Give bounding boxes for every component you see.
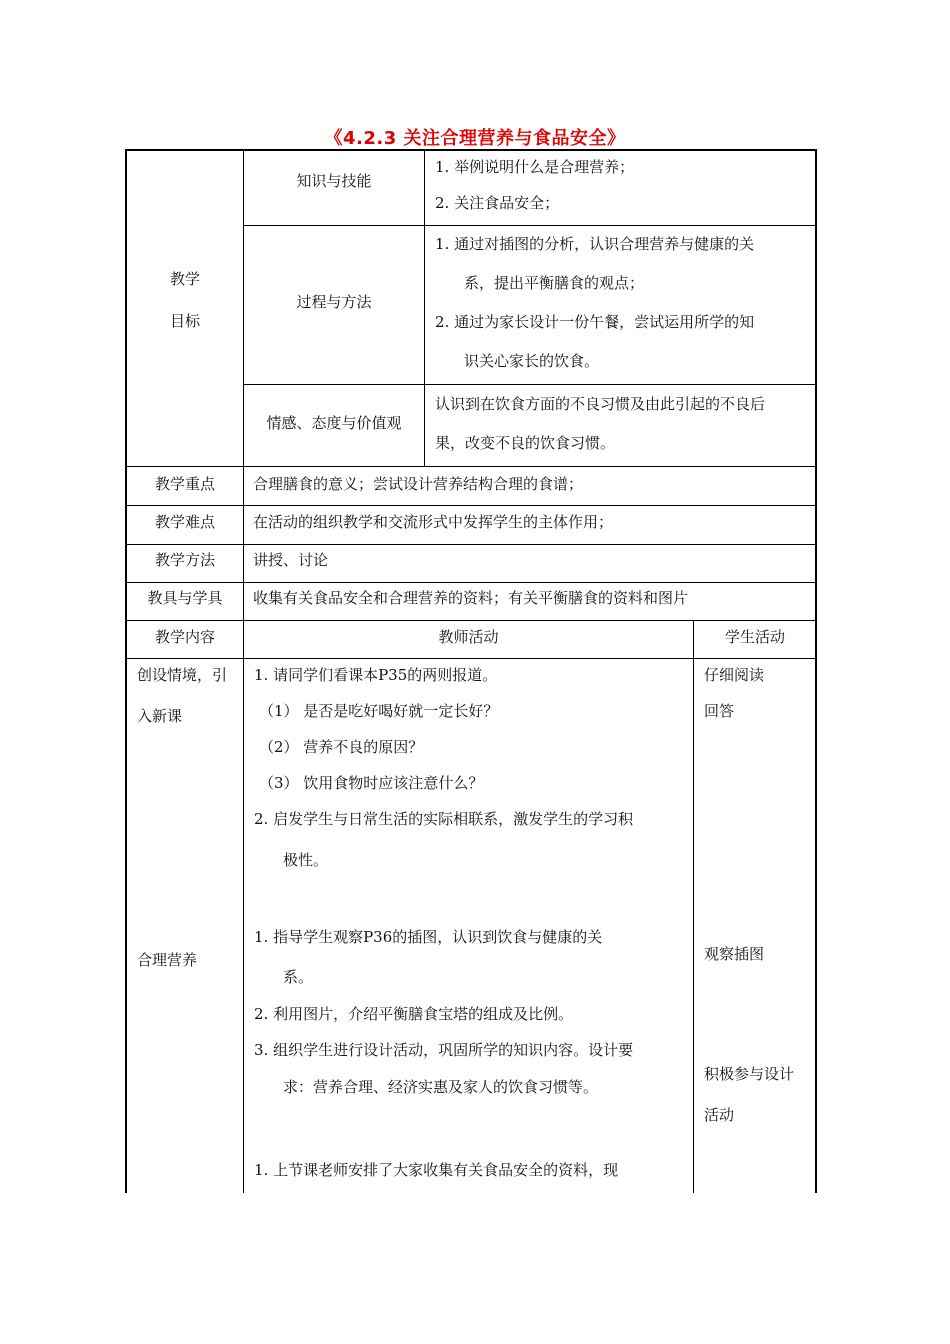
teacher-question: （1） 是否是吃好喝好就一定长好？ <box>259 702 499 720</box>
row-divider <box>126 544 816 545</box>
section-label: 合理营养 <box>137 951 198 969</box>
difficulties-value: 在活动的组织教学和交流形式中发挥学生的主体作用； <box>253 513 614 531</box>
emotion-attitude-label: 情感、态度与价值观 <box>266 414 402 432</box>
objectives-label: 目标 <box>169 312 200 330</box>
methods-value: 讲授、讨论 <box>253 551 329 569</box>
teacher-activity-header: 教师活动 <box>438 628 499 646</box>
knowledge-item: 1. 举例说明什么是合理营养； <box>435 158 635 176</box>
tools-value: 收集有关食品安全和合理营养的资料；有关平衡膳食的资料和图片 <box>253 589 689 607</box>
student-activity-header: 学生活动 <box>724 628 785 646</box>
process-method-label: 过程与方法 <box>296 293 372 311</box>
student-activity-text: 观察插图 <box>704 945 765 963</box>
process-item: 2. 通过为家长设计一份午餐，尝试运用所学的知 <box>435 313 755 331</box>
teacher-activity-text: 极性。 <box>283 851 329 869</box>
student-activity-text: 回答 <box>704 702 735 720</box>
teacher-activity-text: 1. 指导学生观察P36的插图，认识到饮食与健康的关 <box>254 928 603 946</box>
knowledge-item: 2. 关注食品安全； <box>435 194 560 212</box>
teacher-question: （3） 饮用食物时应该注意什么？ <box>259 774 484 792</box>
row-divider <box>244 384 816 385</box>
teacher-activity-text: 1. 请同学们看课本P35的两则报道。 <box>254 666 498 684</box>
teacher-activity-text: 2. 启发学生与日常生活的实际相联系，激发学生的学习积 <box>254 810 634 828</box>
student-activity-text: 仔细阅读 <box>704 666 765 684</box>
row-divider <box>244 225 816 226</box>
methods-label: 教学方法 <box>154 551 215 569</box>
process-item: 识关心家长的饮食。 <box>464 352 600 370</box>
tools-label: 教具与学具 <box>147 589 223 607</box>
difficulties-label: 教学难点 <box>154 513 215 531</box>
column-divider <box>424 151 425 466</box>
process-item: 系，提出平衡膳食的观点； <box>464 274 645 292</box>
objectives-label: 教学 <box>169 270 200 288</box>
teacher-question: （2） 营养不良的原因？ <box>259 738 424 756</box>
emotion-text: 认识到在饮食方面的不良习惯及由此引起的不良后 <box>435 395 766 413</box>
teacher-activity-text: 系。 <box>283 968 314 986</box>
row-divider <box>126 658 816 659</box>
student-activity-text: 活动 <box>704 1106 735 1124</box>
emotion-text: 果，改变不良的饮食习惯。 <box>435 434 616 452</box>
content-header: 教学内容 <box>154 628 215 646</box>
teacher-activity-text: 1. 上节课老师安排了大家收集有关食品安全的资料，现 <box>254 1161 619 1179</box>
column-divider <box>693 620 694 1193</box>
row-divider <box>126 582 816 583</box>
teacher-activity-text: 求：营养合理、经济实惠及家人的饮食习惯等。 <box>283 1078 599 1096</box>
key-points-label: 教学重点 <box>154 475 215 493</box>
section-label: 入新课 <box>137 707 183 725</box>
document-title: 《4.2.3 关注合理营养与食品安全》 <box>324 128 626 149</box>
teacher-activity-text: 2. 利用图片，介绍平衡膳食宝塔的组成及比例。 <box>254 1005 574 1023</box>
knowledge-skills-label: 知识与技能 <box>296 172 372 190</box>
column-divider <box>243 466 244 620</box>
process-item: 1. 通过对插图的分析，认识合理营养与健康的关 <box>435 235 755 253</box>
key-points-value: 合理膳食的意义；尝试设计营养结构合理的食谱； <box>253 475 584 493</box>
student-activity-text: 积极参与设计 <box>704 1065 795 1083</box>
section-label: 创设情境，引 <box>137 666 228 684</box>
column-divider <box>243 620 244 1193</box>
teacher-activity-text: 3. 组织学生进行设计活动，巩固所学的知识内容。设计要 <box>254 1041 634 1059</box>
row-divider <box>126 466 816 467</box>
row-divider <box>126 620 816 621</box>
row-divider <box>126 505 816 506</box>
